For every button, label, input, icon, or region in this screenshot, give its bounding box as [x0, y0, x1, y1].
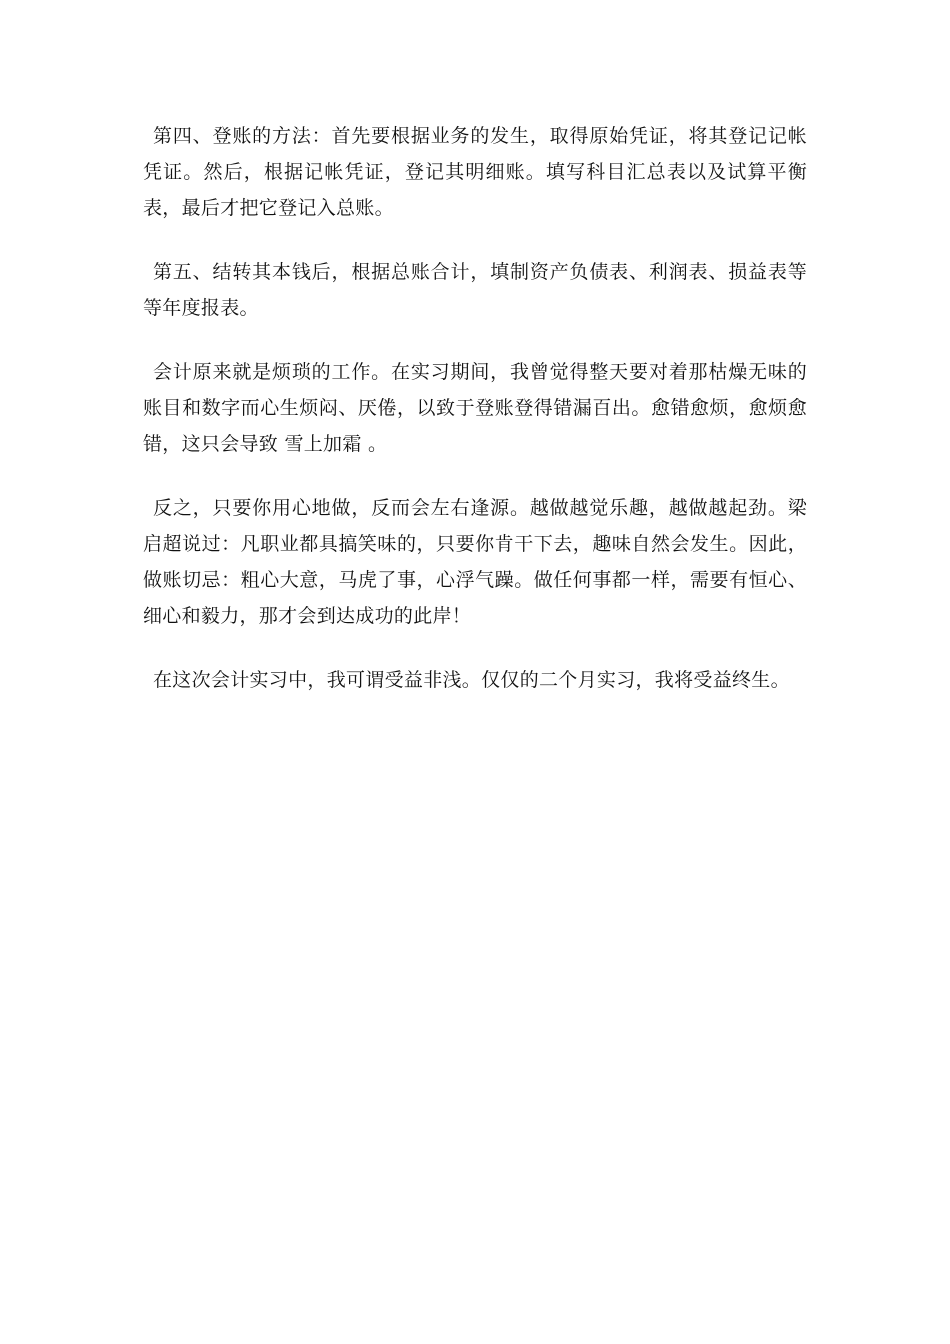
paragraph-conclusion: 在这次会计实习中，我可谓受益非浅。仅仅的二个月实习，我将受益终生。 [153, 669, 790, 691]
paragraph-attentive-work: 反之，只要你用心地做，反而会左右逢源。越做越觉乐趣，越做越起劲。梁启超说过：凡职业都具搞笑味的，只要你肯干下去，趣味自然会发生。因此，做账切忌：粗心大意，马虎了事，心浮气躁。做任何事都一样，需要有恒心、细心和毅力，那才会到达成功的此岸！ [143, 497, 807, 627]
document-body [143, 118, 807, 726]
paragraph-financial-statements: 第五、结转其本钱后，根据总账合计，填制资产负债表、利润表、损益表等等年度报表。 [143, 261, 807, 319]
paragraph-bookkeeping-method: 第四、登账的方法：首先要根据业务的发生，取得原始凭证，将其登记记帐凭证。然后，根据记帐凭证，登记其明细账。填写科目汇总表以及试算平衡表，最后才把它登记入总账。 [143, 125, 807, 219]
paragraph-tedious-work: 会计原来就是烦琐的工作。在实习期间，我曾觉得整天要对着那枯燥无味的账目和数字而心生烦闷、厌倦，以致于登账登得错漏百出。愈错愈烦，愈烦愈错，这只会导致 雪上加霜 。 [143, 361, 807, 455]
